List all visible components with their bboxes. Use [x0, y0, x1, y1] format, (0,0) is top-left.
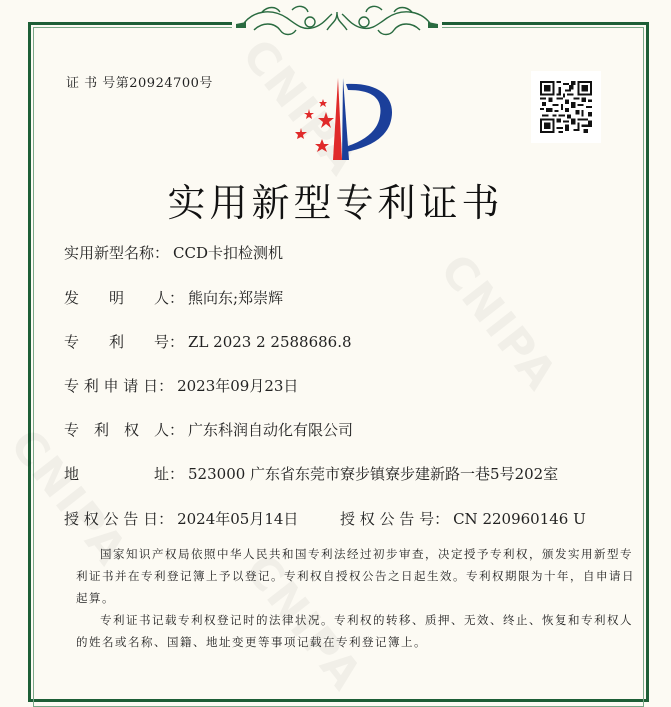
field-value: 熊向东;郑崇辉: [188, 289, 284, 307]
field-inventor: [64, 287, 283, 308]
field-value: ZL 2023 2 2588686.8: [188, 333, 352, 351]
field-grant-date: [64, 508, 298, 529]
field-patent-number: [64, 331, 352, 352]
field-value: 广东科润自动化有限公司: [188, 421, 354, 439]
field-application-date: [64, 375, 298, 396]
field-patentee: [64, 419, 353, 440]
field-label: 专 利 号：: [64, 333, 185, 351]
field-label: 实用新型名称：: [64, 244, 170, 262]
field-value: 523000 广东省东莞市寮步镇寮步建新路一巷5号202室: [188, 465, 559, 483]
field-value: 2023年09月23日: [177, 377, 299, 395]
field-utility-model-name: [64, 242, 283, 263]
field-label: 授 权 公 告 号：: [340, 510, 450, 528]
field-value: CCD卡扣检测机: [173, 244, 283, 262]
qr-code-icon: [531, 71, 601, 143]
field-value: 2024年05月14日: [177, 510, 299, 528]
field-label: 授 权 公 告 日：: [64, 510, 174, 528]
legal-paragraph-1: 国家知识产权局依照中华人民共和国专利法经过初步审查，决定授予专利权，颁发实用新型专利证书并在专利登记簿上予以登记。专利权自授权公告之日起生效。专利权期限为十年，自申请日起算。: [76, 547, 635, 605]
page-title: 实用新型专利证书: [167, 181, 504, 225]
floral-ornament-icon: [232, 0, 442, 40]
field-address: [64, 463, 558, 484]
field-label: 专 利 申 请 日：: [64, 377, 174, 395]
field-label: 专 利 权 人：: [64, 421, 185, 439]
certificate-number: 证 书 号第20924700号: [66, 76, 213, 91]
cnipa-logo-icon: [286, 72, 398, 162]
field-label: 地 址：: [64, 465, 185, 483]
field-label: 发 明 人：: [64, 289, 185, 307]
legal-paragraph-2: 专利证书记载专利权登记时的法律状况。专利权的转移、质押、无效、终止、恢复和专利权人的姓名或名称、国籍、地址变更等事项记载在专利登记簿上。: [76, 613, 633, 649]
field-value: CN 220960146 U: [453, 510, 586, 528]
field-grant-publication-number: [340, 508, 586, 529]
